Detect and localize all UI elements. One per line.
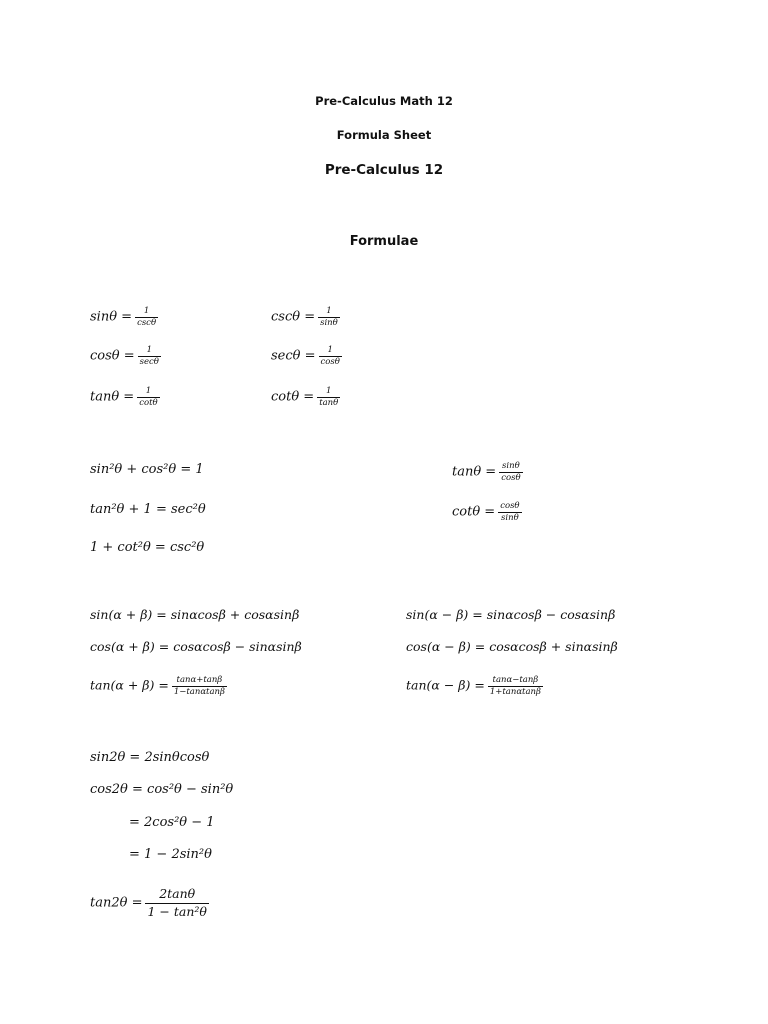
numerator: sinθ [499, 462, 522, 473]
formula-quotient-tan [452, 462, 523, 482]
formula-lhs: cotθ = [271, 389, 315, 405]
section-heading: Formulae [349, 234, 419, 249]
fraction [137, 387, 159, 407]
fraction [499, 462, 522, 482]
formula-reciprocal-cot [271, 387, 340, 407]
formula-lhs: cotθ = [452, 504, 496, 520]
numerator: cosθ [500, 501, 520, 511]
formula-reciprocal-cos [90, 346, 161, 366]
denominator: sinθ [320, 317, 338, 328]
formula-sin-diff: sin(α − β) = sinαcosβ − cosαsinβ [406, 607, 616, 622]
denominator: cotθ [139, 397, 158, 408]
formula-tan-sum [90, 676, 227, 696]
numerator: tanα−tanβ [488, 676, 543, 687]
numerator: 1 [319, 346, 342, 357]
denominator: cosθ [501, 472, 521, 483]
sheet-title: Formula Sheet [336, 128, 432, 142]
fraction [319, 346, 342, 366]
denominator: sinθ [501, 512, 519, 523]
formula-pythagorean-3: 1 + cot²θ = csc²θ [90, 540, 205, 555]
denominator: secθ [139, 356, 159, 367]
formula-double-cos-1: cos2θ = cos²θ − sin²θ [90, 782, 234, 797]
numerator: 1 [137, 387, 159, 398]
fraction [172, 676, 227, 696]
denominator: 1+tanαtanβ [489, 686, 541, 697]
numerator: 1 [135, 307, 158, 318]
numerator: 1 [318, 307, 340, 318]
formula-quotient-cot [452, 502, 522, 522]
formula-lhs: sinθ = [90, 309, 133, 325]
denominator: 1 − tan²θ [147, 903, 207, 919]
formula-lhs: tan(α + β) = [90, 677, 169, 693]
formula-lhs: tan2θ = [90, 895, 143, 911]
formula-lhs: cscθ = [271, 309, 316, 325]
denominator: cosθ [320, 356, 340, 367]
fraction [145, 888, 208, 918]
formula-tan-diff [406, 676, 543, 696]
formula-sin-sum: sin(α + β) = sinαcosβ + cosαsinβ [90, 607, 300, 622]
fraction [135, 307, 158, 327]
numerator: 1 [317, 387, 340, 398]
formula-double-cos-2: = 2cos²θ − 1 [129, 815, 215, 830]
fraction [138, 346, 161, 366]
formula-cos-sum: cos(α + β) = cosαcosβ − sinαsinβ [90, 639, 302, 654]
formula-pythagorean-2: tan²θ + 1 = sec²θ [90, 502, 206, 517]
denominator: cscθ [137, 317, 157, 328]
formula-lhs: tan(α − β) = [406, 677, 485, 693]
course-title: Pre-Calculus Math 12 [315, 94, 453, 108]
denominator: tanθ [319, 397, 339, 408]
denominator: 1−tanαtanβ [173, 686, 225, 697]
fraction [498, 502, 521, 522]
fraction [317, 387, 340, 407]
formula-lhs: secθ = [271, 348, 316, 364]
formula-lhs: cosθ = [90, 348, 135, 364]
numerator: 1 [138, 346, 161, 357]
formula-reciprocal-sec [271, 346, 342, 366]
formula-reciprocal-tan [90, 387, 160, 407]
formula-reciprocal-sin [90, 307, 158, 327]
formula-double-sin: sin2θ = 2sinθcosθ [90, 750, 210, 765]
formula-lhs: tanθ = [452, 464, 497, 480]
formula-double-cos-3: = 1 − 2sin²θ [129, 847, 212, 862]
fraction [488, 676, 543, 696]
fraction [318, 307, 340, 327]
numerator: 2tanθ [145, 888, 208, 904]
page-subtitle: Pre-Calculus 12 [324, 162, 444, 178]
formula-double-tan [90, 888, 209, 918]
formula-reciprocal-csc [271, 307, 340, 327]
formula-cos-diff: cos(α − β) = cosαcosβ + sinαsinβ [406, 639, 618, 654]
numerator: tanα+tanβ [172, 676, 227, 687]
formula-lhs: tanθ = [90, 389, 135, 405]
formula-pythagorean-1: sin²θ + cos²θ = 1 [90, 462, 204, 477]
